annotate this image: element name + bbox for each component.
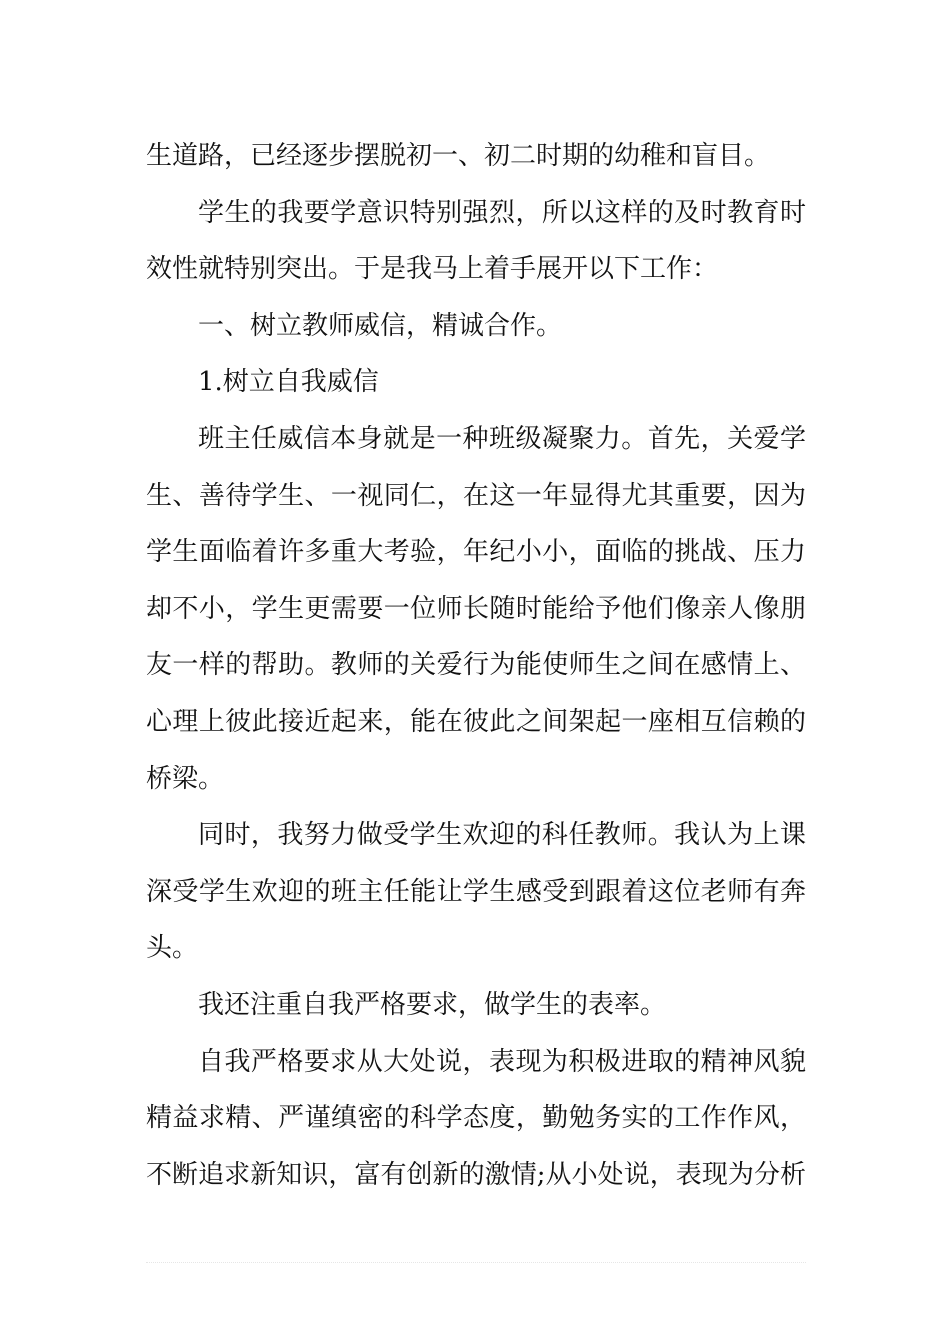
text-line-6: 班主任威信本身就是一种班级凝聚力。首先，关爱学 [198, 423, 806, 454]
body-text [146, 128, 806, 1203]
text-line-4: 一、树立教师威信，精诚合作。 [198, 310, 563, 341]
text-line-9: 却不小，学生更需要一位师长随时能给予他们像亲人像朋 [146, 593, 806, 624]
text-line-5: 1.树立自我威信 [198, 367, 379, 398]
text-line-17: 自我严格要求从大处说，表现为积极进取的精神风貌 [198, 1046, 806, 1077]
text-line-3: 效性就特别突出。于是我马上着手展开以下工作： [146, 254, 719, 285]
footer-divider [146, 1262, 806, 1265]
text-line-13: 同时，我努力做受学生欢迎的科任教师。我认为上课 [198, 820, 806, 851]
text-line-8: 学生面临着许多重大考验，年纪小小，面临的挑战、压力 [146, 537, 806, 568]
text-line-16: 我还注重自我严格要求，做学生的表率。 [198, 989, 667, 1020]
text-line-11: 心理上彼此接近起来，能在彼此之间架起一座相互信赖的 [146, 706, 806, 737]
text-line-7: 生、善待学生、一视同仁，在这一年显得尤其重要，因为 [146, 480, 806, 511]
text-line-1: 生道路，已经逐步摆脱初一、初二时期的幼稚和盲目。 [146, 141, 771, 171]
text-line-2: 学生的我要学意识特别强烈，所以这样的及时教育时 [198, 197, 806, 228]
text-line-12: 桥梁。 [146, 763, 225, 794]
text-line-19: 不断追求新知识，富有创新的激情;从小处说，表现为分析 [146, 1159, 806, 1190]
text-line-14: 深受学生欢迎的班主任能让学生感受到跟着这位老师有奔 [146, 876, 806, 907]
text-line-18: 精益求精、严谨缜密的科学态度，勤勉务实的工作作风， [146, 1103, 806, 1134]
text-line-10: 友一样的帮助。教师的关爱行为能使师生之间在感情上、 [146, 650, 806, 681]
text-line-15: 头。 [146, 933, 199, 964]
